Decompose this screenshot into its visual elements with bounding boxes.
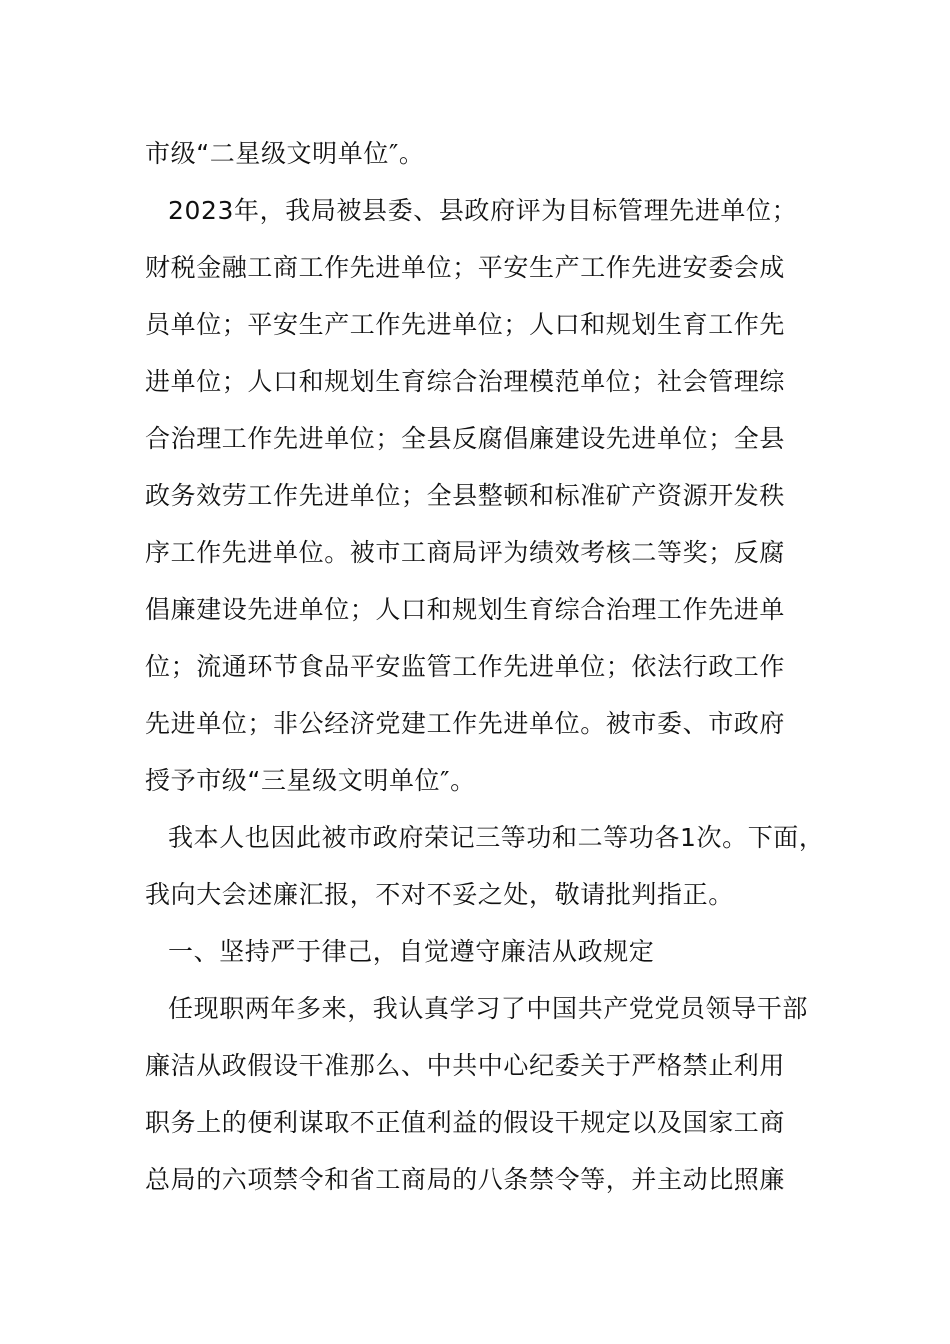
text-line: 廉洁从政假设干准那么、中共中心纪委关于严格禁止利用	[145, 1051, 786, 1080]
text-line: 我向大会述廉汇报，不对不妥之处，敬请批判指正。	[145, 880, 734, 909]
text-line: 员单位；平安生产工作先进单位；人口和规划生育工作先	[145, 310, 786, 339]
text-line: 总局的六项禁令和省工商局的八条禁令等，并主动比照廉	[145, 1165, 786, 1194]
text-line: 进单位；人口和规划生育综合治理模范单位；社会管理综	[145, 367, 786, 396]
text-line: 市级“二星级文明单位″。	[145, 139, 425, 168]
text-line: 合治理工作先进单位；全县反腐倡廉建设先进单位；全县	[145, 424, 786, 453]
text-line: 授予市级“三星级文明单位″。	[145, 766, 476, 795]
paragraph-first-line: 我本人也因此被市政府荣记三等功和二等功各1次。下面，	[168, 823, 825, 852]
section-heading: 一、坚持严于律己，自觉遵守廉洁从政规定	[168, 937, 655, 966]
text-line: 倡廉建设先进单位；人口和规划生育综合治理工作先进单	[145, 595, 786, 624]
text-line: 序工作先进单位。被市工商局评为绩效考核二等奖；反腐	[145, 538, 786, 567]
text-line: 财税金融工商工作先进单位；平安生产工作先进安委会成	[145, 253, 786, 282]
paragraph-first-line: 任现职两年多来，我认真学习了中国共产党党员领导干部	[168, 994, 809, 1023]
text-line: 政务效劳工作先进单位；全县整顿和标准矿产资源开发秩	[145, 481, 786, 510]
paragraph-first-line: 2023年，我局被县委、县政府评为目标管理先进单位；	[168, 196, 798, 225]
text-line: 职务上的便利谋取不正值利益的假设干规定以及国家工商	[145, 1108, 786, 1137]
text-line: 位；流通环节食品平安监管工作先进单位；依法行政工作	[145, 652, 786, 681]
text-line: 先进单位；非公经济党建工作先进单位。被市委、市政府	[145, 709, 786, 738]
